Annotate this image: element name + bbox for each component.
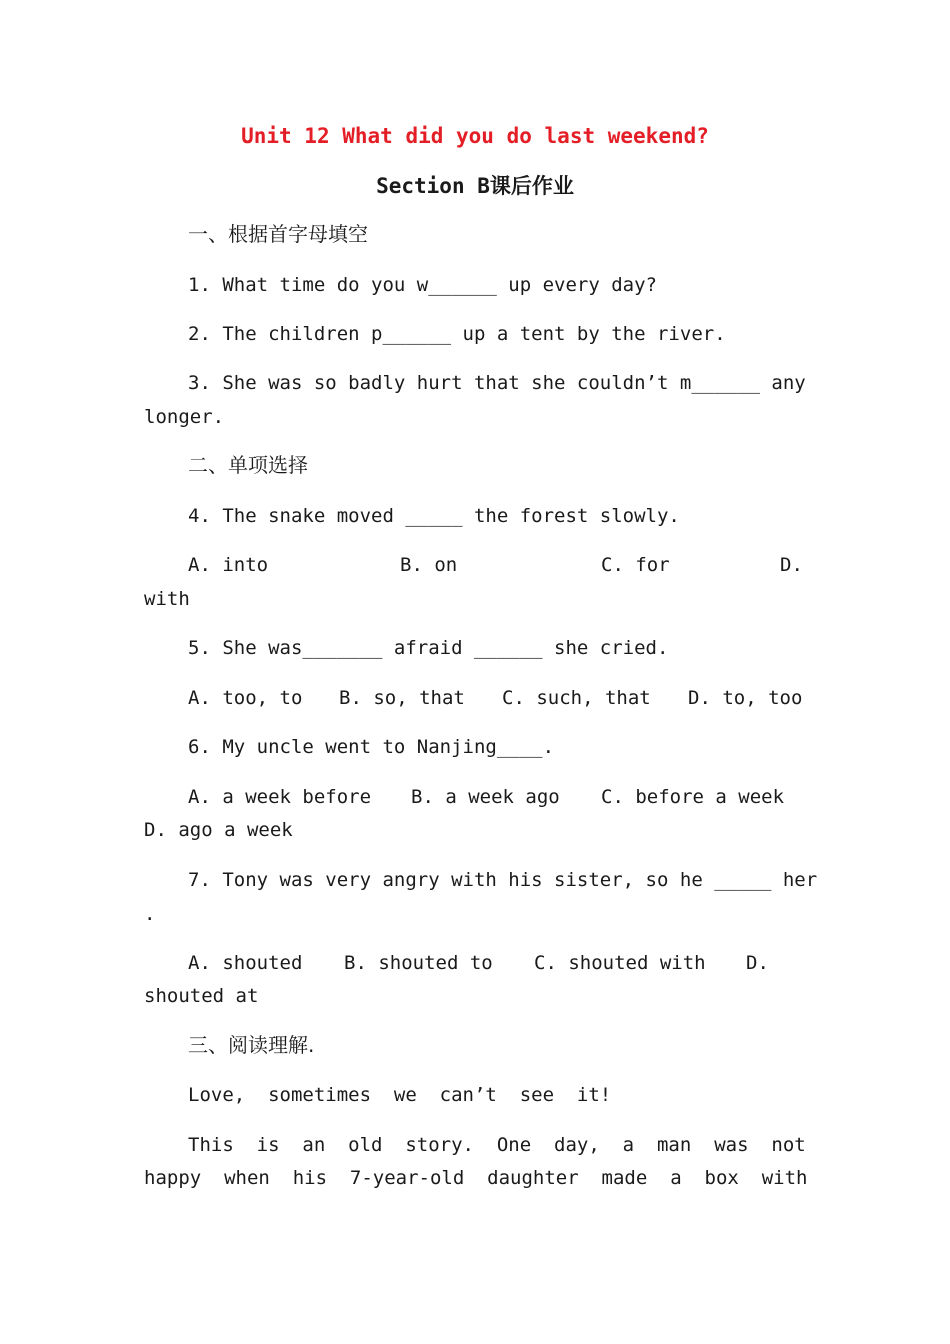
q7-option-d-letter: D.	[746, 952, 769, 974]
q4-option-c: C. for	[601, 554, 670, 576]
question-7-line-2: .	[144, 903, 156, 925]
section-heading-reading: 三、阅读理解.	[188, 1033, 315, 1057]
reading-heading: Love, sometimes we can’t see it!	[188, 1084, 612, 1106]
q7-option-b: B. shouted to	[344, 952, 493, 974]
question-6: 6. My uncle went to Nanjing____.	[188, 736, 555, 758]
q4-option-d-text: with	[144, 588, 190, 610]
q5-option-b: B. so, that	[339, 687, 465, 709]
q4-option-b: B. on	[400, 554, 458, 576]
question-3-line-2: longer.	[144, 406, 225, 428]
question-4: 4. The snake moved _____ the forest slowly.	[188, 505, 680, 527]
question-3-line-1: 3. She was so badly hurt that she couldn’t m______ any	[188, 372, 806, 394]
worksheet-subtitle: Section B课后作业	[376, 174, 574, 198]
question-1: 1. What time do you w______ up every day?	[188, 274, 657, 296]
q5-option-c: C. such, that	[502, 687, 651, 709]
q7-option-c: C. shouted with	[534, 952, 706, 974]
reading-paragraph-line-1: This is an old story. One day, a man was not	[188, 1134, 806, 1156]
q6-option-a: A. a week before	[188, 786, 372, 808]
q4-option-d-letter: D.	[780, 554, 803, 576]
q5-option-d: D. to, too	[688, 687, 803, 709]
question-2: 2. The children p______ up a tent by the river.	[188, 323, 726, 345]
question-5: 5. She was_______ afraid ______ she cried.	[188, 637, 669, 659]
q7-option-d-text: shouted at	[144, 985, 259, 1007]
q6-option-c: C. before a week	[601, 786, 785, 808]
q4-option-a: A. into	[188, 554, 269, 576]
reading-paragraph-line-2: happy when his 7-year-old daughter made a box with	[144, 1167, 808, 1189]
worksheet-title: Unit 12 What did you do last weekend?	[241, 124, 709, 148]
question-7-line-1: 7. Tony was very angry with his sister, so he _____ her	[188, 869, 818, 891]
section-heading-multiple-choice: 二、单项选择	[188, 453, 308, 477]
q7-option-a: A. shouted	[188, 952, 303, 974]
section-heading-fill-blanks: 一、根据首字母填空	[188, 222, 368, 246]
q5-option-a: A. too, to	[188, 687, 303, 709]
q6-option-b: B. a week ago	[411, 786, 560, 808]
q6-option-d: D. ago a week	[144, 819, 293, 841]
